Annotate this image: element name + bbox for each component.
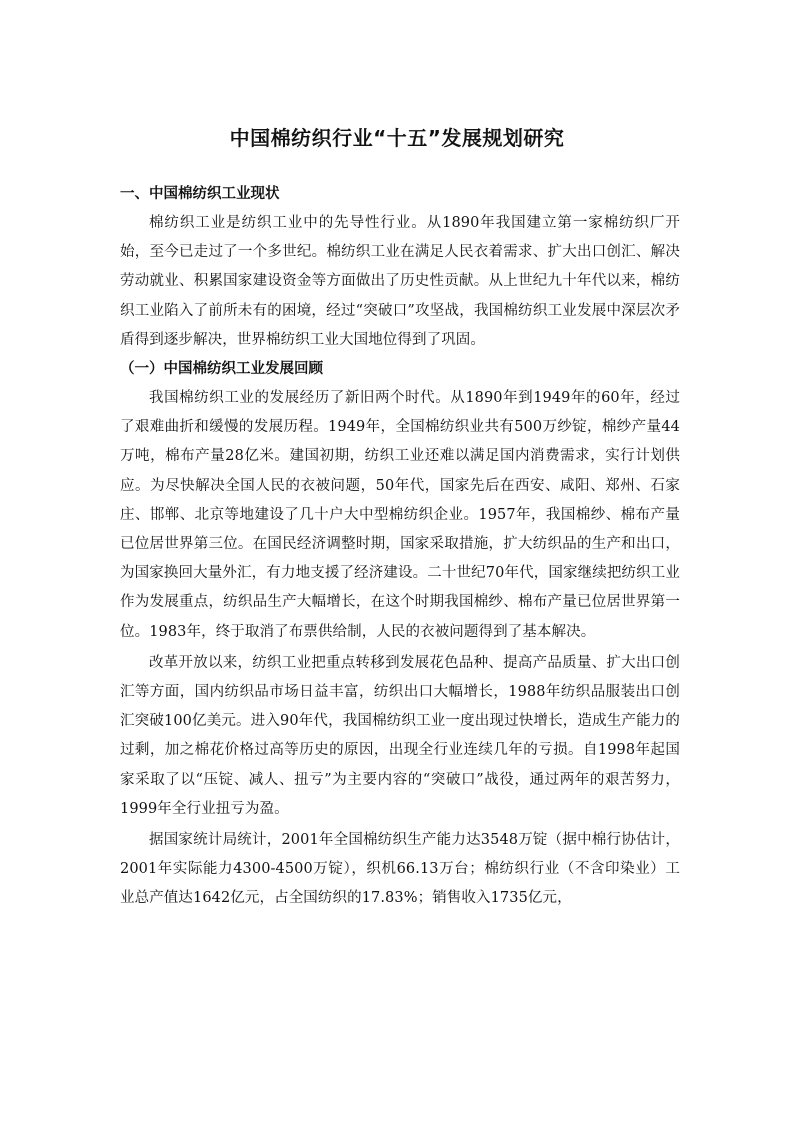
body-paragraph-2: 改革开放以来，纺织工业把重点转移到发展花色品种、提高产品质量、扩大出口创汇等方面，国内纺织品市场日益丰富，纺织出口大幅增长，1988年纺织品服装出口创汇突破100亿美元。进入90年代，我国棉纺织工业一度出现过快增长，造成生产能力的过剩，加之棉花价格过高等历史的原因，出现全行业连续几年的亏损。自1998年起国家采取了以“压锭、减人、扭亏”为主要内容的“突破口”战役，通过两年的艰苦努力，1999年全行业扭亏为盈。 (120, 654, 680, 817)
document-title: 中国棉纺织行业“十五”发展规划研究 (229, 126, 565, 150)
section-intro-paragraph: 棉纺织工业是纺织工业中的先导性行业。从1890年我国建立第一家棉纺织厂开始，至今已走过了一个多世纪。棉纺织工业在满足人民衣着需求、扩大出口创汇、解决劳动就业、积累国家建设资金等方面做出了历史性贡献。从上世纪九十年代以来，棉纺织工业陷入了前所未有的困境，经过“突破口”攻坚战，我国棉纺织工业发展中深层次矛盾得到逐步解决，世界棉纺织工业大国地位得到了巩固。 (120, 215, 680, 348)
body-paragraph-3: 据国家统计局统计，2001年全国棉纺织生产能力达3548万锭（据中棉行协估计，2001年实际能力4300-4500万锭），织机66.13万台；棉纺织行业（不含印染业）工业总产值达1642亿元，占全国纺织的17.83%；销售收入1735亿元， (120, 832, 680, 907)
subsection-heading: （一）中国棉纺织工业发展回顾 (120, 361, 323, 378)
document-body (120, 180, 680, 914)
body-paragraph-1: 我国棉纺织工业的发展经历了新旧两个时代。从1890年到1949年的60年，经过了艰难曲折和缓慢的发展历程。1949年，全国棉纺织业共有500万纱锭，棉纱产量44万吨，棉布产量28亿米。建国初期，纺织工业还难以满足国内消费需求，实行计划供应。为尽快解决全国人民的衣被问题，50年代，国家先后在西安、咸阳、郑州、石家庄、邯郸、北京等地建设了几十户大中型棉纺织企业。1957年，我国棉纱、棉布产量已位居世界第三位。在国民经济调整时期，国家采取措施，扩大纺织品的生产和出口，为国家换回大量外汇，有力地支援了经济建设。二十世纪70年代，国家继续把纺织工业作为发展重点，纺织品生产大幅增长，在这个时期我国棉纱、棉布产量已位居世界第一位。1983年，终于取消了布票供给制，人民的衣被问题得到了基本解决。 (120, 390, 680, 640)
section-heading: 一、中国棉纺织工业现状 (120, 186, 280, 202)
